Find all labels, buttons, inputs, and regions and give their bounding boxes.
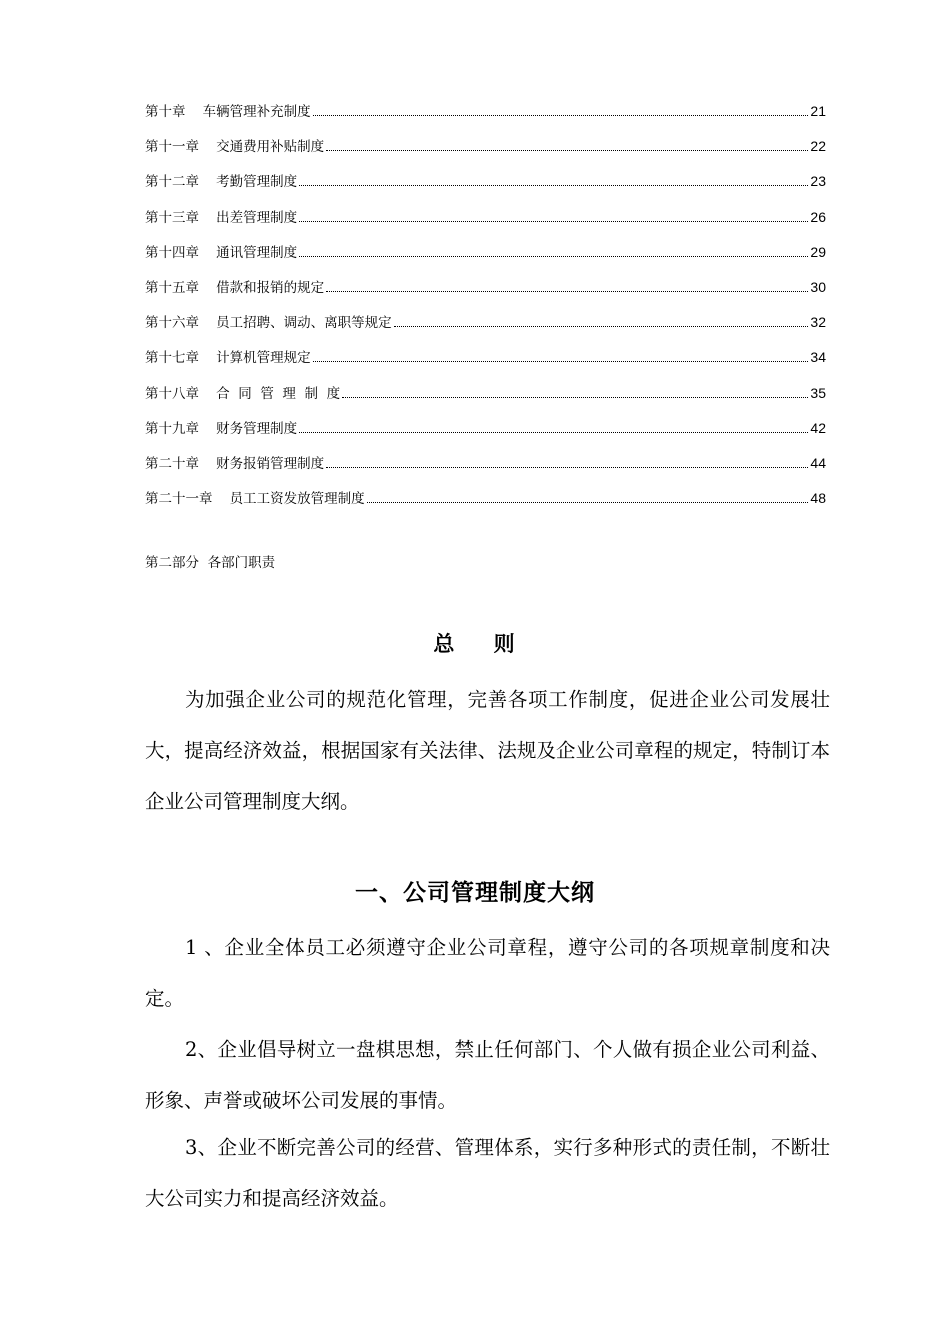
toc-entry-title: 第十五章 借款和报销的规定 bbox=[145, 279, 325, 296]
toc-entry-page: 32 bbox=[810, 314, 826, 331]
toc-entry-title: 第十八章 合 同 管 理 制 度 bbox=[145, 385, 341, 402]
toc-entry[interactable] bbox=[145, 101, 826, 136]
general-provisions-heading: 总 则 bbox=[433, 632, 517, 656]
toc-entry-title: 第十六章 员工招聘、调动、离职等规定 bbox=[145, 315, 392, 332]
toc-entry[interactable] bbox=[145, 347, 826, 382]
toc-entry[interactable] bbox=[145, 453, 826, 488]
outline-paragraph: 3、企业不断完善公司的经营、管理体系，实行多种形式的责任制，不断壮大公司实力和提高经济效益。 bbox=[145, 1136, 830, 1210]
toc-entry[interactable] bbox=[145, 136, 826, 171]
toc-entry-page: 34 bbox=[810, 349, 826, 366]
toc-entry[interactable] bbox=[145, 488, 826, 523]
toc-entry-page: 22 bbox=[810, 138, 826, 155]
toc-dot-leader bbox=[299, 431, 808, 433]
outline-paragraph: 2、企业倡导树立一盘棋思想，禁止任何部门、个人做有损企业公司利益、形象、声誉或破坏公司发展的事情。 bbox=[145, 1038, 830, 1112]
toc-entry-page: 44 bbox=[810, 454, 826, 471]
table-of-contents bbox=[145, 101, 826, 523]
toc-entry-title: 第十九章 财务管理制度 bbox=[145, 420, 298, 437]
toc-entry-page: 29 bbox=[810, 243, 826, 260]
toc-entry[interactable] bbox=[145, 418, 826, 453]
toc-dot-leader bbox=[313, 360, 809, 362]
toc-entry[interactable] bbox=[145, 242, 826, 277]
toc-entry[interactable] bbox=[145, 207, 826, 242]
general-provisions-paragraph: 为加强企业公司的规范化管理，完善各项工作制度，促进企业公司发展壮大，提高经济效益，根据国家有关法律、法规及企业公司章程的规定，特制订本企业公司管理制度大纲。 bbox=[145, 688, 830, 813]
toc-dot-leader bbox=[299, 220, 808, 222]
toc-dot-leader bbox=[326, 290, 808, 292]
toc-entry[interactable] bbox=[145, 312, 826, 347]
toc-entry-title: 第十章 车辆管理补充制度 bbox=[145, 104, 311, 120]
toc-entry-title: 第十七章 计算机管理规定 bbox=[145, 350, 311, 367]
toc-entry[interactable] bbox=[145, 171, 826, 206]
toc-dot-leader bbox=[313, 114, 809, 116]
toc-dot-leader bbox=[299, 184, 808, 186]
toc-entry-title: 第十四章 通讯管理制度 bbox=[145, 244, 298, 261]
part-two-heading: 第二部分 各部门职责 bbox=[145, 555, 276, 571]
outline-heading: 一、公司管理制度大纲 bbox=[355, 880, 595, 906]
toc-entry-page: 21 bbox=[810, 103, 826, 119]
toc-dot-leader bbox=[299, 255, 808, 257]
toc-dot-leader bbox=[342, 396, 808, 398]
toc-entry-title: 第二十一章 员工工资发放管理制度 bbox=[145, 491, 365, 508]
toc-entry-page: 23 bbox=[810, 173, 826, 190]
toc-entry-page: 30 bbox=[810, 278, 826, 295]
toc-entry-title: 第十二章 考勤管理制度 bbox=[145, 174, 298, 191]
toc-dot-leader bbox=[367, 501, 809, 503]
toc-entry-page: 48 bbox=[810, 490, 826, 507]
toc-entry[interactable] bbox=[145, 277, 826, 312]
toc-entry-title: 第十三章 出差管理制度 bbox=[145, 209, 298, 226]
toc-entry-page: 42 bbox=[810, 419, 826, 436]
toc-entry-page: 35 bbox=[810, 384, 826, 401]
toc-dot-leader bbox=[326, 466, 808, 468]
toc-entry-title: 第十一章 交通费用补贴制度 bbox=[145, 139, 325, 156]
toc-entry-title: 第二十章 财务报销管理制度 bbox=[145, 455, 325, 472]
toc-entry-page: 26 bbox=[810, 208, 826, 225]
toc-dot-leader bbox=[394, 325, 809, 327]
toc-dot-leader bbox=[326, 149, 808, 151]
toc-entry[interactable] bbox=[145, 383, 826, 418]
outline-paragraph: 1 、企业全体员工必须遵守企业公司章程，遵守公司的各项规章制度和决定。 bbox=[145, 936, 830, 1010]
